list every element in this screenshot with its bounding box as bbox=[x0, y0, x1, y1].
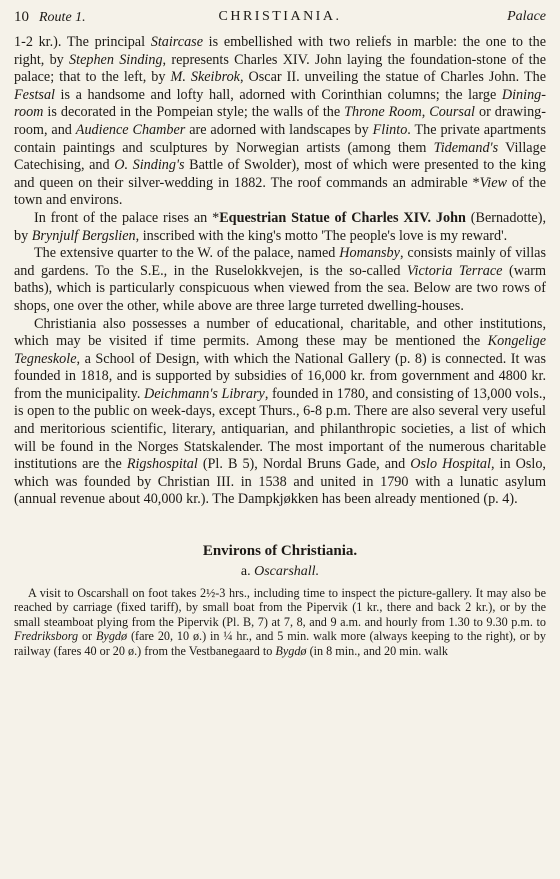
text-run: Flinto bbox=[372, 121, 408, 138]
paragraph-palace-interior bbox=[14, 34, 546, 210]
text-run: or bbox=[78, 629, 96, 644]
text-run: Bygdø bbox=[275, 643, 307, 658]
text-run: M. Skeibrok bbox=[170, 69, 240, 86]
text-run: is a handsome and lofty hall, adorned with Corinthian columns; the large bbox=[54, 86, 502, 103]
text-run: Equestrian Statue of Charles XIV. John bbox=[219, 209, 466, 226]
text-run: , bbox=[421, 104, 430, 121]
text-run: Fredriksborg bbox=[14, 629, 79, 644]
text-run: Oslo Hospital bbox=[410, 456, 491, 473]
text-run: 1-2 kr.). The principal bbox=[14, 34, 151, 50]
text-run: Staircase bbox=[150, 34, 203, 50]
text-run: of the town and environs. bbox=[14, 174, 547, 209]
text-run: , a School of Design, with which the National Gallery (p. 8) is connected. It was founded in 1818, and is supported by subsidies of 16,000 kr. from government and 4800 kr. from the municipality. bbox=[14, 350, 546, 402]
text-run: Victoria Terrace bbox=[406, 262, 503, 279]
text-run: O. Sinding's bbox=[114, 157, 185, 174]
paragraph-oscarshall-access bbox=[14, 586, 546, 658]
subsection-letter: a. bbox=[240, 564, 251, 580]
text-run: Village Catechising, and bbox=[14, 139, 546, 174]
text-run: Dining-room bbox=[14, 86, 546, 121]
text-run: (Bernadotte), by bbox=[14, 209, 546, 244]
subsection-title bbox=[14, 564, 546, 580]
paragraph-equestrian-statue bbox=[14, 210, 546, 245]
text-run: , represents Charles XIV. John laying the foundation-stone of the palace; that to the left, by bbox=[14, 51, 547, 86]
text-run: Audience Chamber bbox=[75, 121, 186, 138]
paragraph-homansby bbox=[14, 245, 546, 315]
text-run: View bbox=[479, 174, 507, 191]
text-run: Christiania also possesses a number of educational, charitable, and other institutions, which may be visited if time permits. Among these may be mentioned the bbox=[14, 315, 546, 350]
small-print-block bbox=[14, 586, 546, 658]
text-run: Deichmann's Library bbox=[143, 385, 265, 402]
running-header bbox=[14, 6, 546, 28]
text-run: (Pl. B 5), Nordal Bruns Gade, and bbox=[197, 456, 411, 473]
text-run: Battle of Swolder), most of which were presented to the king and queen on their silver-wedding in 1882. The roof commands an admirable * bbox=[14, 157, 547, 191]
text-run: (warm baths), which is particularly conspicuous when viewed from the sea. Below are two rows of shops, one over the other, while above are three large turreted dwelling-houses. bbox=[14, 262, 547, 314]
text-run: Brynjulf Bergslien bbox=[31, 227, 136, 244]
text-run: Festsal bbox=[14, 86, 55, 103]
header-title: CHRISTIANIA. bbox=[218, 9, 342, 24]
section-title: Environs of Christiania. bbox=[202, 543, 358, 560]
text-run: Kongelige Tegneskole bbox=[14, 333, 546, 367]
header-route: Route 1. bbox=[39, 10, 86, 25]
text-run: . The private apartments contain paintings and sculptures by Norwegian artists (among them bbox=[14, 121, 546, 156]
paragraph-institutions bbox=[14, 316, 546, 510]
text-run: , founded in 1780, and consisting of 13,000 vols., is open to the public on week-days, except Thurs., 6-8 p.m. There are also several very useful and meritorious scientific, literary, antiquarian, and philanthropic societies, a list of which will be found in the Norges Statskalender. The most important of the numerous charitable institutions are the bbox=[14, 385, 546, 473]
text-run: are adorned with landscapes by bbox=[185, 121, 373, 138]
text-run: , consists mainly of villas and gardens. To the S.E., in the Ruselokkvejen, is the so-called bbox=[14, 245, 546, 279]
text-run: , Oscar II. unveiling the statue of Charles John. The bbox=[239, 69, 546, 86]
text-run: A visit to Oscarshall on foot takes 2½-3 hrs., including time to inspect the picture-gallery. It may also be reached by carriage (fixed tariff), by small boat from the Pipervik (1 kr., there and back 2 kr.), or by the small steamboat plying from the Pipervik (Pl. B, 7) at 7, 8, and 9 a.m. and hourly from 1.30 to 9.30 p.m. to bbox=[14, 586, 546, 629]
text-run: or drawing-room, and bbox=[14, 104, 546, 138]
text-run: is embellished with two reliefs in marble: the one to the right, by bbox=[14, 34, 546, 68]
subsection-name: Oscarshall. bbox=[254, 564, 320, 580]
text-run: Tidemand's bbox=[433, 139, 499, 156]
text-run: , in Oslo, which was founded by Christian III. in 1538 and united in 1790 with a lunatic asylum (annual revenue about 40,000 kr.). The Dampkjøkken has been already mentioned (p. 4). bbox=[14, 456, 546, 508]
text-run: In front of the palace rises an * bbox=[34, 209, 220, 226]
page-number: 10 bbox=[14, 9, 29, 25]
header-left bbox=[14, 6, 86, 29]
page-body bbox=[14, 34, 546, 658]
text-run: (fare 20, 10 ø.) in ¼ hr., and 5 min. walk more (always keeping to the right), or by railway (fares 40 or 20 ø.) from the Vestbanegaard to bbox=[14, 629, 546, 658]
text-run: Stephen Sinding bbox=[69, 51, 163, 68]
text-run: (in 8 min., and 20 min. walk bbox=[306, 643, 449, 658]
text-run: Homansby bbox=[339, 245, 400, 262]
text-run: Coursal bbox=[429, 104, 475, 121]
text-run: , inscribed with the king's motto 'The people's love is my reward'. bbox=[135, 227, 508, 244]
text-run: is decorated in the Pompeian style; the walls of the bbox=[43, 104, 345, 121]
text-run: Bygdø bbox=[95, 629, 128, 644]
header-section: Palace bbox=[507, 9, 546, 24]
text-run: Throne Room bbox=[344, 104, 422, 121]
text-run: Rigshospital bbox=[126, 456, 198, 473]
text-run: The extensive quarter to the W. of the palace, named bbox=[34, 245, 340, 262]
